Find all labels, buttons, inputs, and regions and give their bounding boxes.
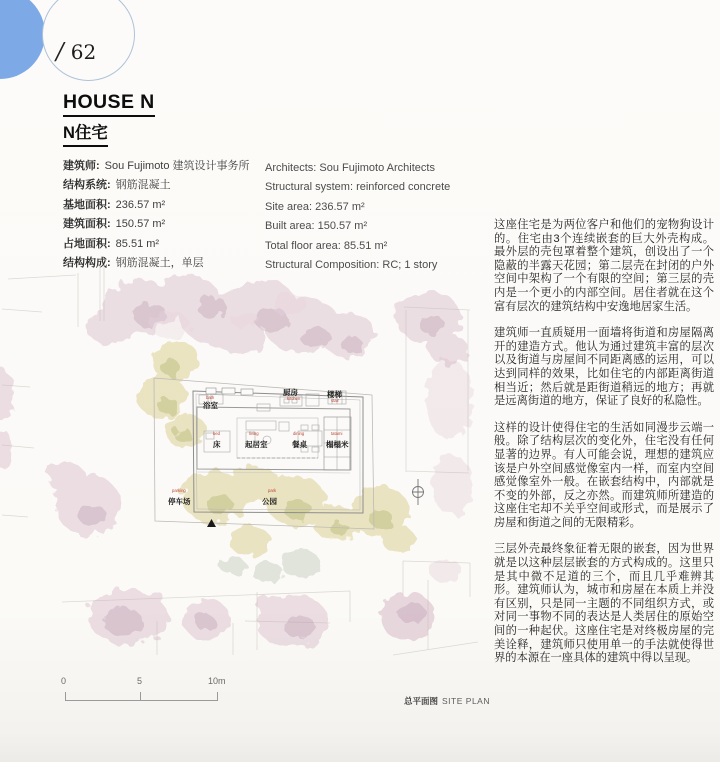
project-info-chinese xyxy=(63,157,250,273)
room-label-bath-en: bath xyxy=(206,395,215,400)
survey-marker-icon xyxy=(412,479,424,505)
paragraph: 这座住宅是为两位客户和他们的宠物狗设计的。住宅由3个连续嵌套的巨大外壳构成。最外层的壳包罩着整个建筑，创设出了一个隐蔽的半露天花园；第二层壳在封闭的户外空间中架构了一个有限的空间；第三层的壳内是一个更小的内部空间。居住者就在这个富有层次的建筑结构中安逸地居家生活。 xyxy=(494,219,714,313)
info-row: 结构系统: 钢筋混凝土 xyxy=(63,179,171,192)
room-label-parking-en: parking xyxy=(172,488,186,493)
site-plan-drawing xyxy=(0,265,490,740)
room-label-bath-zh: 浴室 xyxy=(203,401,218,410)
room-label-living-zh: 起居室 xyxy=(245,440,268,449)
room-label-kitchen-en: kitchen xyxy=(287,396,301,401)
room-label-parking-zh: 停车场 xyxy=(168,497,191,506)
info-row: Structural Composition: RC; 1 story xyxy=(265,259,438,272)
plan-caption-zh: 总平面图 xyxy=(404,696,439,706)
project-info-english xyxy=(265,159,450,275)
info-row: Site area: 236.57 m² xyxy=(265,200,365,213)
room-label-kitchen-zh: 厨房 xyxy=(283,388,298,397)
room-label-tatami-en: tatami xyxy=(331,431,343,436)
info-row: 建筑师: Sou Fujimoto 建筑设计事务所 xyxy=(63,160,250,172)
project-title-en: HOUSE N xyxy=(63,91,155,117)
room-label-living-en: living xyxy=(249,431,259,436)
info-row: 基地面积: 236.57 m² xyxy=(63,198,166,211)
info-row: 建筑面积: 150.57 m² xyxy=(63,218,166,231)
project-title-zh: N住宅 xyxy=(63,119,108,147)
paragraph: 建筑师一直质疑用一面墙将街道和房屋隔离开的建造方式。他认为通过建筑丰富的层次以及街道与房屋间不同距离感的运用，可以达到同样的效果，比如住宅的内部距离街道相当近；然后就是距街道稍远的地方；再就是远离街道的地方，保证了良好的私隐性。 xyxy=(494,327,714,408)
info-row: Built area: 150.57 m² xyxy=(265,220,368,233)
page-number-slash: / xyxy=(56,39,64,65)
scale-tick-10m: 10m xyxy=(208,676,226,686)
info-row: 占地面积: 85.51 m² xyxy=(63,237,160,250)
decorative-blue-circle xyxy=(0,0,45,79)
scale-tick-0: 0 xyxy=(61,676,67,686)
room-label-stairs-en: stair xyxy=(331,398,339,403)
scale-bar xyxy=(65,692,218,701)
paragraph: 这样的设计使得住宅的生活如同漫步云端一般。除了结构层次的变化外，住宅没有任何显著的边界。有人可能会说，理想的建筑应该是户外空间感觉像室内一样，而室内空间感觉像室外一般。在嵌套结构中，内部就是不变的外部，反之亦然。而建筑师所建造的这座住宅却不关乎空间或形式，而是展示了房屋和街道之间的无限精彩。 xyxy=(494,421,714,529)
room-label-dining-en: dining xyxy=(293,431,305,436)
info-row: 结构构成: 钢筋混凝土，单层 xyxy=(63,257,204,270)
plan-caption-en: SITE PLAN xyxy=(442,696,490,706)
info-row: Architects: Sou Fujimoto Architects xyxy=(265,162,435,174)
info-row: Structural system: reinforced concrete xyxy=(265,181,451,194)
second-shell xyxy=(197,407,350,470)
page-number-circle xyxy=(42,0,135,81)
room-label-park-zh: 公园 xyxy=(262,497,277,506)
paragraph: 三层外壳最终象征着无限的嵌套，因为世界就是以这种层层嵌套的方式构成的。这里只是其中微不足道的三个，而且几乎难辨其形。建筑师认为，城市和房屋在本质上并没有区别，只是同一主题的不同组织方式，或对同一事物不同的表达是人类居住的原始空间的一种起伏。这座住宅是对终极房屋的完美诠释，建筑师只使用单一的手法就使得世界的本源在一座具体的建筑中得以呈现。 xyxy=(494,543,714,665)
room-label-tatami-zh: 榻榻米 xyxy=(326,440,349,449)
room-label-stairs-zh: 楼梯 xyxy=(327,390,342,399)
room-label-dining-zh: 餐桌 xyxy=(292,440,307,449)
room-label-bed-zh: 床 xyxy=(213,440,221,449)
room-label-park-en: park xyxy=(268,488,277,493)
info-row: Total floor area: 85.51 m² xyxy=(265,239,388,252)
room-label-bed-en: bed xyxy=(213,431,220,436)
scale-tick-5: 5 xyxy=(137,676,143,686)
page-number: / 62 xyxy=(56,39,97,65)
description-text-column xyxy=(494,219,714,679)
plan-caption xyxy=(404,695,490,707)
